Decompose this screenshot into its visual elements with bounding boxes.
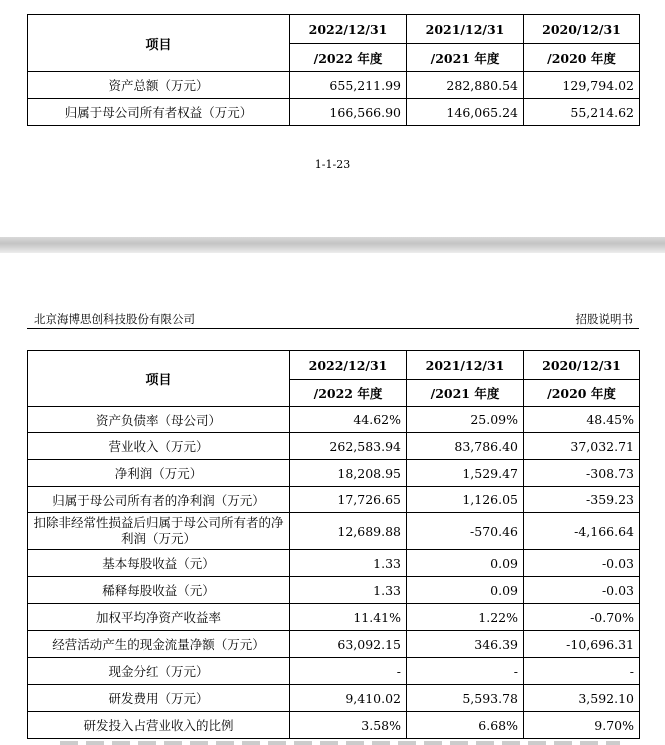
table-row [28,433,640,460]
header-date-2022: 2022/12/31 [290,15,407,44]
table-row [28,99,640,126]
cell-2021: 282,880.54 [407,72,524,99]
header-rule [27,328,639,329]
cell-2022: 262,583.94 [290,433,407,460]
cell-2020: -0.03 [524,550,640,577]
cell-2021: 25.09% [407,407,524,433]
table-row [28,72,640,99]
cell-2020: -308.73 [524,460,640,487]
table-row [28,685,640,712]
header-year-2022: /2022 年度 [290,44,407,72]
cell-2022: 1.33 [290,550,407,577]
cell-2021: 1,529.47 [407,460,524,487]
cell-2021: 0.09 [407,550,524,577]
row-label: 归属于母公司所有者的净利润（万元） [28,487,290,513]
cell-2020: 37,032.71 [524,433,640,460]
cell-2022: 18,208.95 [290,460,407,487]
header-year-2020: /2020 年度 [524,44,640,72]
header-item: 项目 [28,15,290,72]
table-row [28,460,640,487]
header-year-2020: /2020 年度 [524,380,640,407]
cell-2022: - [290,658,407,685]
table-row [28,487,640,513]
cell-2020: 3,592.10 [524,685,640,712]
cell-2020: -359.23 [524,487,640,513]
table-row [28,604,640,631]
cell-2022: 1.33 [290,577,407,604]
row-label: 稀释每股收益（元） [28,577,290,604]
row-label: 资产总额（万元） [28,72,290,99]
row-label: 研发投入占营业收入的比例 [28,712,290,739]
cell-2020: -10,696.31 [524,631,640,658]
cell-2021: -570.46 [407,513,524,550]
cell-2022: 44.62% [290,407,407,433]
truncated-text-line [60,741,620,745]
cell-2022: 12,689.88 [290,513,407,550]
cell-2022: 166,566.90 [290,99,407,126]
cell-2020: 55,214.62 [524,99,640,126]
cell-2020: -4,166.64 [524,513,640,550]
table-row [28,513,640,550]
cell-2022: 655,211.99 [290,72,407,99]
table-row [28,712,640,739]
cell-2021: 83,786.40 [407,433,524,460]
row-label: 经营活动产生的现金流量净额（万元） [28,631,290,658]
cell-2021: 1.22% [407,604,524,631]
row-label: 基本每股收益（元） [28,550,290,577]
table-row [28,407,640,433]
row-label: 研发费用（万元） [28,685,290,712]
cell-2022: 3.58% [290,712,407,739]
cell-2022: 9,410.02 [290,685,407,712]
header-doc-type: 招股说明书 [575,312,633,326]
header-date-2021: 2021/12/31 [407,15,524,44]
header-date-2020: 2020/12/31 [524,351,640,380]
row-label: 归属于母公司所有者权益（万元） [28,99,290,126]
table-row [28,577,640,604]
row-label: 扣除非经常性损益后归属于母公司所有者的净利润（万元） [28,513,290,550]
cell-2022: 63,092.15 [290,631,407,658]
row-label: 现金分红（万元） [28,658,290,685]
header-year-2022: /2022 年度 [290,380,407,407]
cell-2022: 17,726.65 [290,487,407,513]
cell-2021: 146,065.24 [407,99,524,126]
page-previous [0,0,665,237]
header-date-2021: 2021/12/31 [407,351,524,380]
header-company: 北京海博思创科技股份有限公司 [34,312,195,326]
row-label: 资产负债率（母公司） [28,407,290,433]
header-date-2020: 2020/12/31 [524,15,640,44]
row-label: 加权平均净资产收益率 [28,604,290,631]
table-row [28,550,640,577]
header-date-2022: 2022/12/31 [290,351,407,380]
cell-2020: - [524,658,640,685]
page-number: 1-1-23 [314,158,351,171]
cell-2021: 6.68% [407,712,524,739]
financial-table-continued [27,14,640,126]
row-label: 净利润（万元） [28,460,290,487]
table-row [28,658,640,685]
cell-2020: -0.70% [524,604,640,631]
table-row [28,631,640,658]
cell-2021: 0.09 [407,577,524,604]
cell-2020: 129,794.02 [524,72,640,99]
financial-indicators-table [27,350,640,739]
header-year-2021: /2021 年度 [407,380,524,407]
cell-2020: -0.03 [524,577,640,604]
row-label: 营业收入（万元） [28,433,290,460]
page-current [0,253,665,745]
header-item: 项目 [28,351,290,407]
page-separator [0,237,665,253]
header-year-2021: /2021 年度 [407,44,524,72]
cell-2021: 346.39 [407,631,524,658]
cell-2020: 9.70% [524,712,640,739]
cell-2022: 11.41% [290,604,407,631]
cell-2020: 48.45% [524,407,640,433]
cell-2021: 1,126.05 [407,487,524,513]
cell-2021: - [407,658,524,685]
cell-2021: 5,593.78 [407,685,524,712]
